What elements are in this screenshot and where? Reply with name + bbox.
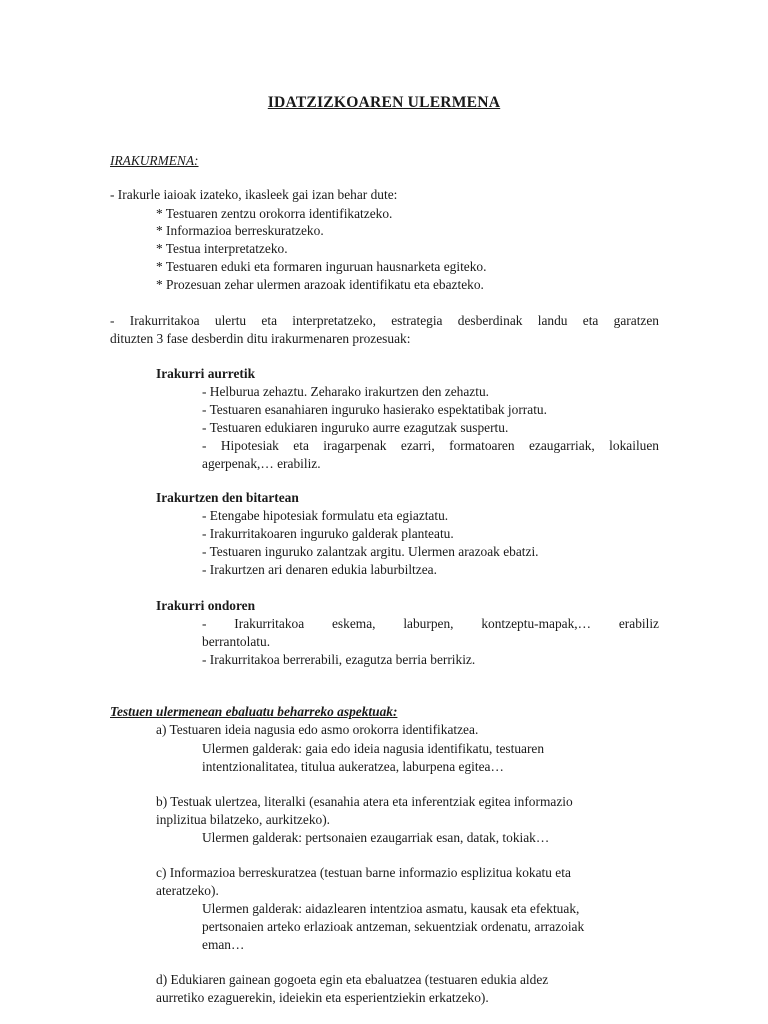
section-heading-irakurmena: IRAKURMENA:	[110, 153, 199, 168]
aspect-c-questions: Ulermen galderak: aidazlearen intentzioa asmatu, kausak eta efektuak,	[202, 901, 580, 916]
paragraph-line: - Irakurritakoa ulertu eta interpretatzeko, estrategia desberdinak landu eta garatzen	[110, 313, 659, 328]
list-item: - Helburua zehaztu. Zeharako irakurtzen den zehaztu.	[202, 384, 489, 399]
aspect-a-questions: Ulermen galderak: gaia edo ideia nagusia identifikatu, testuaren	[202, 741, 545, 756]
list-item: * Prozesuan zehar ulermen arazoak identifikatu eta ebazteko.	[156, 277, 484, 292]
aspect-a-questions: intentzionalitatea, titulua aukeratzea, laburpena egitea…	[202, 759, 504, 774]
aspect-b-questions: Ulermen galderak: pertsonaien ezaugarriak esan, datak, tokiak…	[202, 830, 550, 845]
aspect-c: c) Informazioa berreskuratzea (testuan barne informazio esplizitua kokatu eta	[156, 865, 571, 880]
list-item: * Testuaren zentzu orokorra identifikatzeko.	[156, 206, 393, 221]
list-item: - Irakurritakoa eskema, laburpen, kontzeptu-mapak,… erabiliz	[202, 616, 659, 631]
list-item-continuation: agerpenak,… erabiliz.	[202, 456, 321, 471]
paragraph-line: dituzten 3 fase desberdin ditu irakurmenaren prozesuak:	[110, 331, 411, 346]
aspect-b: inplizitua bilatzeko, aurkitzeko).	[156, 812, 331, 827]
list-item: - Irakurtzen ari denaren edukia laburbiltzea.	[202, 562, 437, 577]
aspect-a: a) Testuaren ideia nagusia edo asmo orokorra identifikatzea.	[156, 722, 479, 737]
document-title: IDATZIZKOAREN ULERMENA	[267, 94, 501, 111]
list-item: - Irakurritakoa berrerabili, ezagutza berria berrikiz.	[202, 652, 476, 667]
list-item: * Testua interpretatzeko.	[156, 241, 288, 256]
aspect-c-questions: eman…	[202, 937, 245, 952]
list-item: - Testuaren edukiaren inguruko aurre ezagutzak suspertu.	[202, 420, 509, 435]
phase-heading-after: Irakurri ondoren	[156, 598, 256, 613]
aspect-c: ateratzeko).	[156, 883, 219, 898]
list-item-continuation: berrantolatu.	[202, 634, 271, 649]
list-item: - Testuaren esanahiaren inguruko hasierako espektatibak jorratu.	[202, 402, 547, 417]
list-item: - Etengabe hipotesiak formulatu eta egiaztatu.	[202, 508, 449, 523]
list-item: - Testuaren inguruko zalantzak argitu. Ulermen arazoak ebatzi.	[202, 544, 539, 559]
aspect-d: d) Edukiaren gainean gogoeta egin eta ebaluatzea (testuaren edukia aldez	[156, 972, 549, 987]
aspect-b: b) Testuak ulertzea, literalki (esanahia atera eta inferentziak egitea informazio	[156, 794, 573, 809]
intro-line: - Irakurle iaioak izateko, ikasleek gai izan behar dute:	[110, 187, 398, 202]
aspect-c-questions: pertsonaien arteko erlazioak antzeman, sekuentziak ordenatu, arrazoiak	[202, 919, 585, 934]
list-item: * Informazioa berreskuratzeko.	[156, 223, 324, 238]
phase-heading-before: Irakurri aurretik	[156, 366, 256, 381]
aspect-d: aurretiko ezaguerekin, ideiekin eta esperientziekin erkatzeko).	[156, 990, 489, 1005]
phase-heading-during: Irakurtzen den bitartean	[156, 490, 299, 505]
section-heading-aspects: Testuen ulermenean ebaluatu beharreko aspektuak:	[110, 704, 398, 719]
list-item: * Testuaren eduki eta formaren inguruan hausnarketa egiteko.	[156, 259, 487, 274]
list-item: - Hipotesiak eta iragarpenak ezarri, formatoaren ezaugarriak, lokailuen	[202, 438, 659, 453]
list-item: - Irakurritakoaren inguruko galderak planteatu.	[202, 526, 454, 541]
